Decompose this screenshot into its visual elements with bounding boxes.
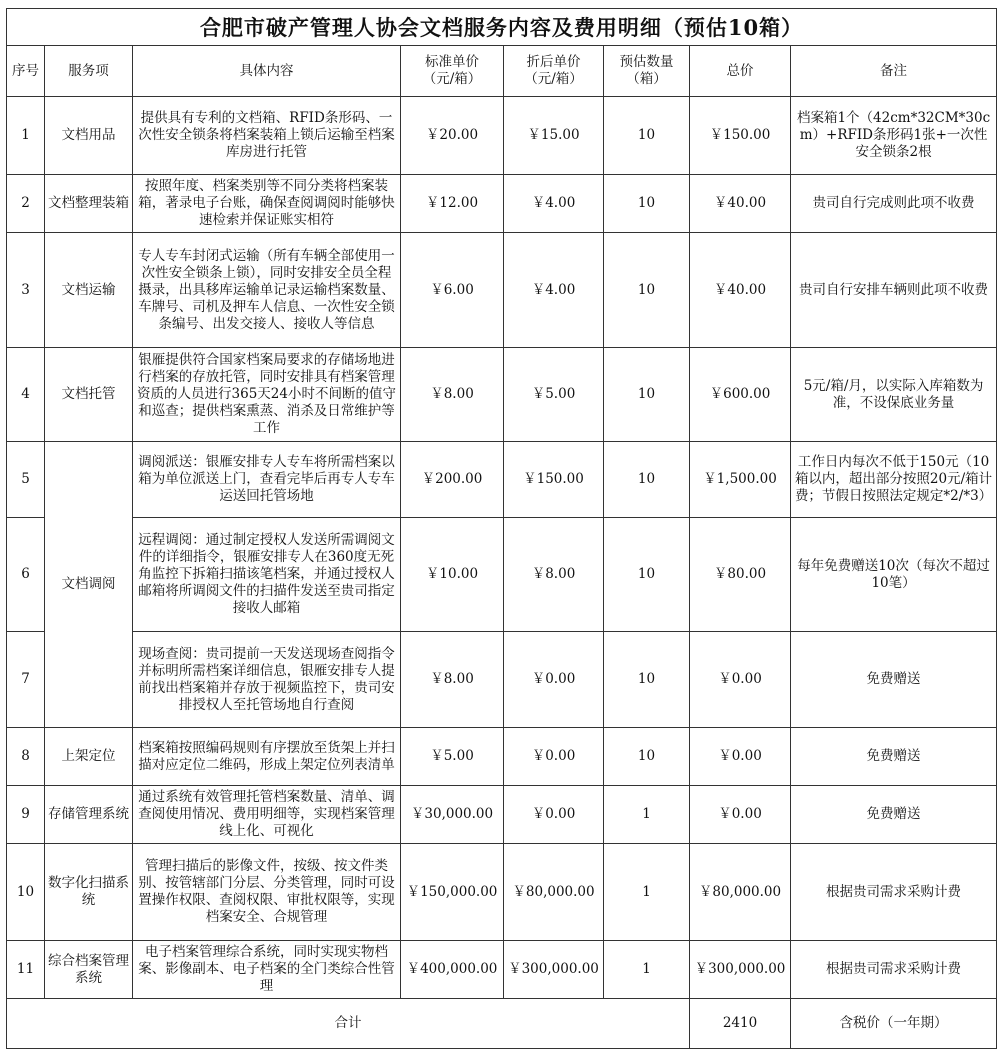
- cell-remark: 每年免费赠送10次（每次不超过10笔）: [791, 518, 997, 632]
- table-row: [7, 348, 997, 442]
- total-remark: 含税价（一年期）: [791, 999, 997, 1049]
- table-row: [7, 175, 997, 233]
- cell-remark: 贵司自行安排车辆则此项不收费: [791, 233, 997, 348]
- total-value: 2410: [690, 999, 791, 1049]
- cell-std-price: ￥400,000.00: [401, 941, 504, 999]
- cell-qty: 10: [604, 233, 690, 348]
- cell-content: 管理扫描后的影像文件，按级、按文件类别、按管辖部门分层、分类管理，同时可设置操作权限、查阅权限、审批权限等，实现档案安全、合规管理: [133, 844, 401, 941]
- cell-qty: 10: [604, 348, 690, 442]
- cell-std-price: ￥30,000.00: [401, 786, 504, 844]
- cell-qty: 1: [604, 786, 690, 844]
- cell-seq: 3: [7, 233, 45, 348]
- cell-total: ￥40.00: [690, 233, 791, 348]
- cell-seq: 7: [7, 632, 45, 728]
- cell-seq: 11: [7, 941, 45, 999]
- cell-disc-price: ￥0.00: [504, 786, 604, 844]
- cell-remark: 根据贵司需求采购计费: [791, 941, 997, 999]
- cell-content: 现场查阅：贵司提前一天发送现场查阅指令并标明所需档案详细信息，银雁安排专人提前找出档案箱并存放于视频监控下，贵司安排授权人至托管场地自行查阅: [133, 632, 401, 728]
- cell-remark: 5元/箱/月，以实际入库箱数为准，不设保底业务量: [791, 348, 997, 442]
- total-label: 合计: [7, 999, 690, 1049]
- cell-disc-price: ￥15.00: [504, 97, 604, 175]
- cell-total: ￥0.00: [690, 728, 791, 786]
- cell-qty: 10: [604, 728, 690, 786]
- cell-qty: 10: [604, 175, 690, 233]
- cell-disc-price: ￥150.00: [504, 442, 604, 518]
- cell-seq: 6: [7, 518, 45, 632]
- cell-remark: 免费赠送: [791, 632, 997, 728]
- cell-disc-price: ￥8.00: [504, 518, 604, 632]
- cell-service: 综合档案管理系统: [45, 941, 133, 999]
- header-seq: 序号: [7, 46, 45, 97]
- cell-remark: 贵司自行完成则此项不收费: [791, 175, 997, 233]
- cell-seq: 9: [7, 786, 45, 844]
- cell-seq: 10: [7, 844, 45, 941]
- header-row: [7, 46, 997, 97]
- cell-std-price: ￥200.00: [401, 442, 504, 518]
- cell-disc-price: ￥80,000.00: [504, 844, 604, 941]
- cell-std-price: ￥8.00: [401, 632, 504, 728]
- cell-std-price: ￥10.00: [401, 518, 504, 632]
- cell-content: 电子档案管理综合系统，同时实现实物档案、影像副本、电子档案的全门类综合性管理: [133, 941, 401, 999]
- cell-remark: 档案箱1个（42cm*32CM*30cm）+RFID条形码1张+一次性安全锁条2根: [791, 97, 997, 175]
- cell-qty: 10: [604, 632, 690, 728]
- cell-std-price: ￥12.00: [401, 175, 504, 233]
- total-row: [7, 999, 997, 1049]
- cell-qty: 10: [604, 518, 690, 632]
- cell-total: ￥40.00: [690, 175, 791, 233]
- table-title: 合肥市破产管理人协会文档服务内容及费用明细（预估10箱）: [7, 9, 997, 46]
- cell-remark: 免费赠送: [791, 728, 997, 786]
- cell-content: 按照年度、档案类别等不同分类将档案装箱，著录电子台账，确保查阅调阅时能够快速检索并保证账实相符: [133, 175, 401, 233]
- cell-remark: 免费赠送: [791, 786, 997, 844]
- cell-content: 档案箱按照编码规则有序摆放至货架上并扫描对应定位二维码，形成上架定位列表清单: [133, 728, 401, 786]
- table-row: [7, 442, 997, 518]
- cell-service: 文档托管: [45, 348, 133, 442]
- cell-content: 通过系统有效管理托管档案数量、清单、调查阅使用情况、费用明细等，实现档案管理线上化、可视化: [133, 786, 401, 844]
- table-row: [7, 632, 997, 728]
- cell-qty: 10: [604, 97, 690, 175]
- cell-total: ￥600.00: [690, 348, 791, 442]
- cell-content: 提供具有专利的文档箱、RFID条形码、一次性安全锁条将档案装箱上锁后运输至档案库房进行托管: [133, 97, 401, 175]
- cell-qty: 10: [604, 442, 690, 518]
- cell-qty: 1: [604, 941, 690, 999]
- cell-std-price: ￥150,000.00: [401, 844, 504, 941]
- cell-content: 调阅派送：银雁安排专人专车将所需档案以箱为单位派送上门，查看完毕后再专人专车运送回托管场地: [133, 442, 401, 518]
- cell-service: 上架定位: [45, 728, 133, 786]
- table-row: [7, 518, 997, 632]
- cell-content: 银雁提供符合国家档案局要求的存储场地进行档案的存放托管，同时安排具有档案管理资质的人员进行365天24小时不间断的值守和巡查；提供档案熏蒸、消杀及日常维护等工作: [133, 348, 401, 442]
- header-remark: 备注: [791, 46, 997, 97]
- cell-disc-price: ￥300,000.00: [504, 941, 604, 999]
- cell-service: 数字化扫描系统: [45, 844, 133, 941]
- cell-disc-price: ￥4.00: [504, 175, 604, 233]
- cell-content: 远程调阅：通过制定授权人发送所需调阅文件的详细指令，银雁安排专人在360度无死角监控下拆箱扫描该笔档案，并通过授权人邮箱将所调阅文件的扫描件发送至贵司指定接收人邮箱: [133, 518, 401, 632]
- cell-seq: 2: [7, 175, 45, 233]
- cell-service: 文档调阅: [45, 442, 133, 728]
- cell-service: 存储管理系统: [45, 786, 133, 844]
- cell-total: ￥0.00: [690, 632, 791, 728]
- header-total: 总价: [690, 46, 791, 97]
- cell-disc-price: ￥0.00: [504, 728, 604, 786]
- cell-std-price: ￥6.00: [401, 233, 504, 348]
- cell-qty: 1: [604, 844, 690, 941]
- header-std-price: 标准单价 （元/箱）: [401, 46, 504, 97]
- cell-total: ￥80.00: [690, 518, 791, 632]
- cell-disc-price: ￥0.00: [504, 632, 604, 728]
- cell-std-price: ￥8.00: [401, 348, 504, 442]
- header-content: 具体内容: [133, 46, 401, 97]
- cell-total: ￥150.00: [690, 97, 791, 175]
- cell-remark: 工作日内每次不低于150元（10箱以内，超出部分按照20元/箱计费；节假日按照法定规定*2/*3）: [791, 442, 997, 518]
- table-row: [7, 844, 997, 941]
- cell-seq: 4: [7, 348, 45, 442]
- cell-disc-price: ￥5.00: [504, 348, 604, 442]
- cell-seq: 5: [7, 442, 45, 518]
- table-row: [7, 233, 997, 348]
- cell-service: 文档整理装箱: [45, 175, 133, 233]
- cell-total: ￥300,000.00: [690, 941, 791, 999]
- cell-total: ￥0.00: [690, 786, 791, 844]
- cell-total: ￥80,000.00: [690, 844, 791, 941]
- header-qty: 预估数量 （箱）: [604, 46, 690, 97]
- cell-content: 专人专车封闭式运输（所有车辆全部使用一次性安全锁条上锁），同时安排安全员全程摄录，出具移库运输单记录运输档案数量、车牌号、司机及押车人信息、一次性安全锁条编号、出发交接人、接收人等信息: [133, 233, 401, 348]
- cell-std-price: ￥20.00: [401, 97, 504, 175]
- cell-remark: 根据贵司需求采购计费: [791, 844, 997, 941]
- cell-service: 文档用品: [45, 97, 133, 175]
- service-fee-table: [6, 8, 997, 1049]
- header-disc-price: 折后单价 （元/箱）: [504, 46, 604, 97]
- cell-disc-price: ￥4.00: [504, 233, 604, 348]
- cell-seq: 1: [7, 97, 45, 175]
- cell-total: ￥1,500.00: [690, 442, 791, 518]
- table-row: [7, 786, 997, 844]
- header-service: 服务项: [45, 46, 133, 97]
- cell-std-price: ￥5.00: [401, 728, 504, 786]
- cell-seq: 8: [7, 728, 45, 786]
- table-row: [7, 728, 997, 786]
- cell-service: 文档运输: [45, 233, 133, 348]
- table-row: [7, 941, 997, 999]
- table-row: [7, 97, 997, 175]
